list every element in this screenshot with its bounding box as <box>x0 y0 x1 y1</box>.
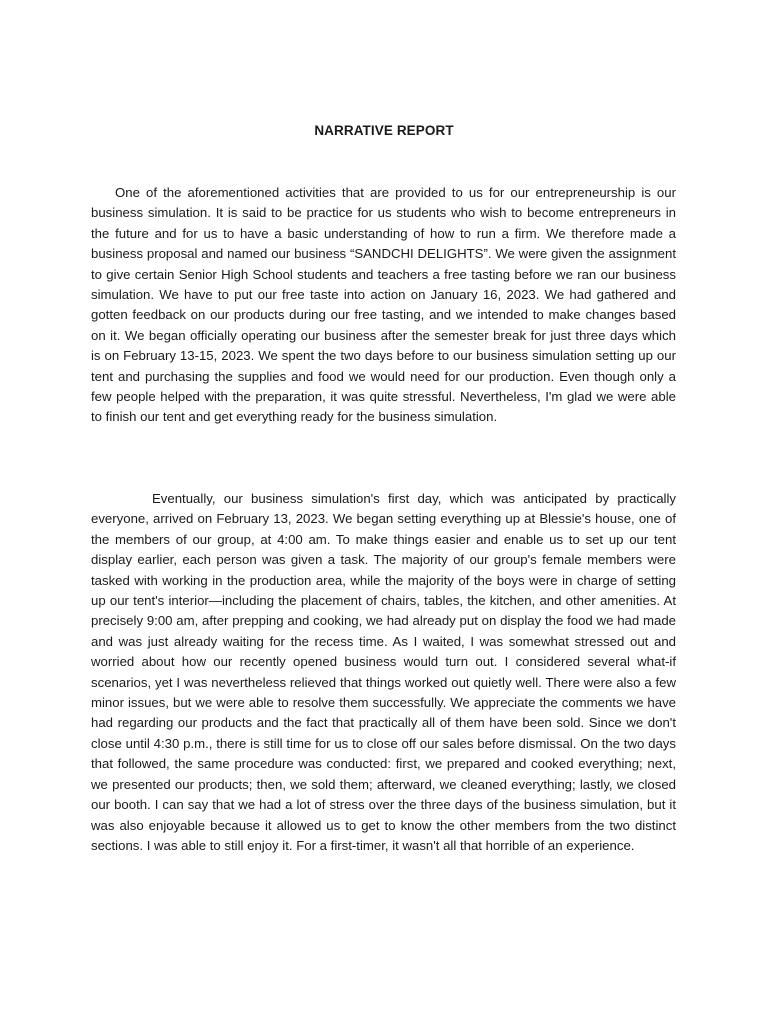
document-title: NARRATIVE REPORT <box>314 123 454 138</box>
paragraph-1: One of the aforementioned activities that are provided to us for our entrepreneurship is our business simulation. It is said to be practice for us students who wish to become entrepreneurs in the future and for us to have a basic understanding of how to run a firm. We therefore made a business proposal and named our business “SANDCHI DELIGHTS”. We were given the assignment to give certain Senior High School students and teachers a free tasting before we ran our business simulation. We have to put our free taste into action on January 16, 2023. We had gathered and gotten feedback on our products during our free tasting, and we intended to make changes based on it. We began officially operating our business after the semester break for just three days which is on February 13-15, 2023. We spent the two days before to our business simulation setting up our tent and purchasing the supplies and food we would need for our production. Even though only a few people helped with the preparation, it was quite stressful. Nevertheless, I'm glad we were able to finish our tent and get everything ready for the business simulation. <box>91 185 676 425</box>
paragraph-2: Eventually, our business simulation's first day, which was anticipated by practically everyone, arrived on February 13, 2023. We began setting everything up at Blessie's house, one of the members of our group, at 4:00 am. To make things easier and enable us to set up our tent display earlier, each person was given a task. The majority of our group's female members were tasked with working in the production area, while the majority of the boys were in charge of setting up our tent's interior—including the placement of chairs, tables, the kitchen, and other amenities. At precisely 9:00 am, after prepping and cooking, we had already put on display the food we had made and was just already waiting for the recess time. As I waited, I was somewhat stressed out and worried about how our recently opened business would turn out. I considered several what-if scenarios, yet I was nevertheless relieved that things worked out quietly well. There were also a few minor issues, but we were able to resolve them successfully. We appreciate the comments we have had regarding our products and the fact that practically all of them have been sold. Since we don't close until 4:30 p.m., there is still time for us to close off our sales before dismissal. On the two days that followed, the same procedure was conducted: first, we prepared and cooked everything; next, we presented our products; then, we sold them; afterward, we cleaned everything; lastly, we closed our booth. I can say that we had a lot of stress over the three days of the business simulation, but it was also enjoyable because it allowed us to get to know the other members from the two distinct sections. I was able to still enjoy it. For a first-timer, it wasn't all that horrible of an experience. <box>91 491 676 853</box>
